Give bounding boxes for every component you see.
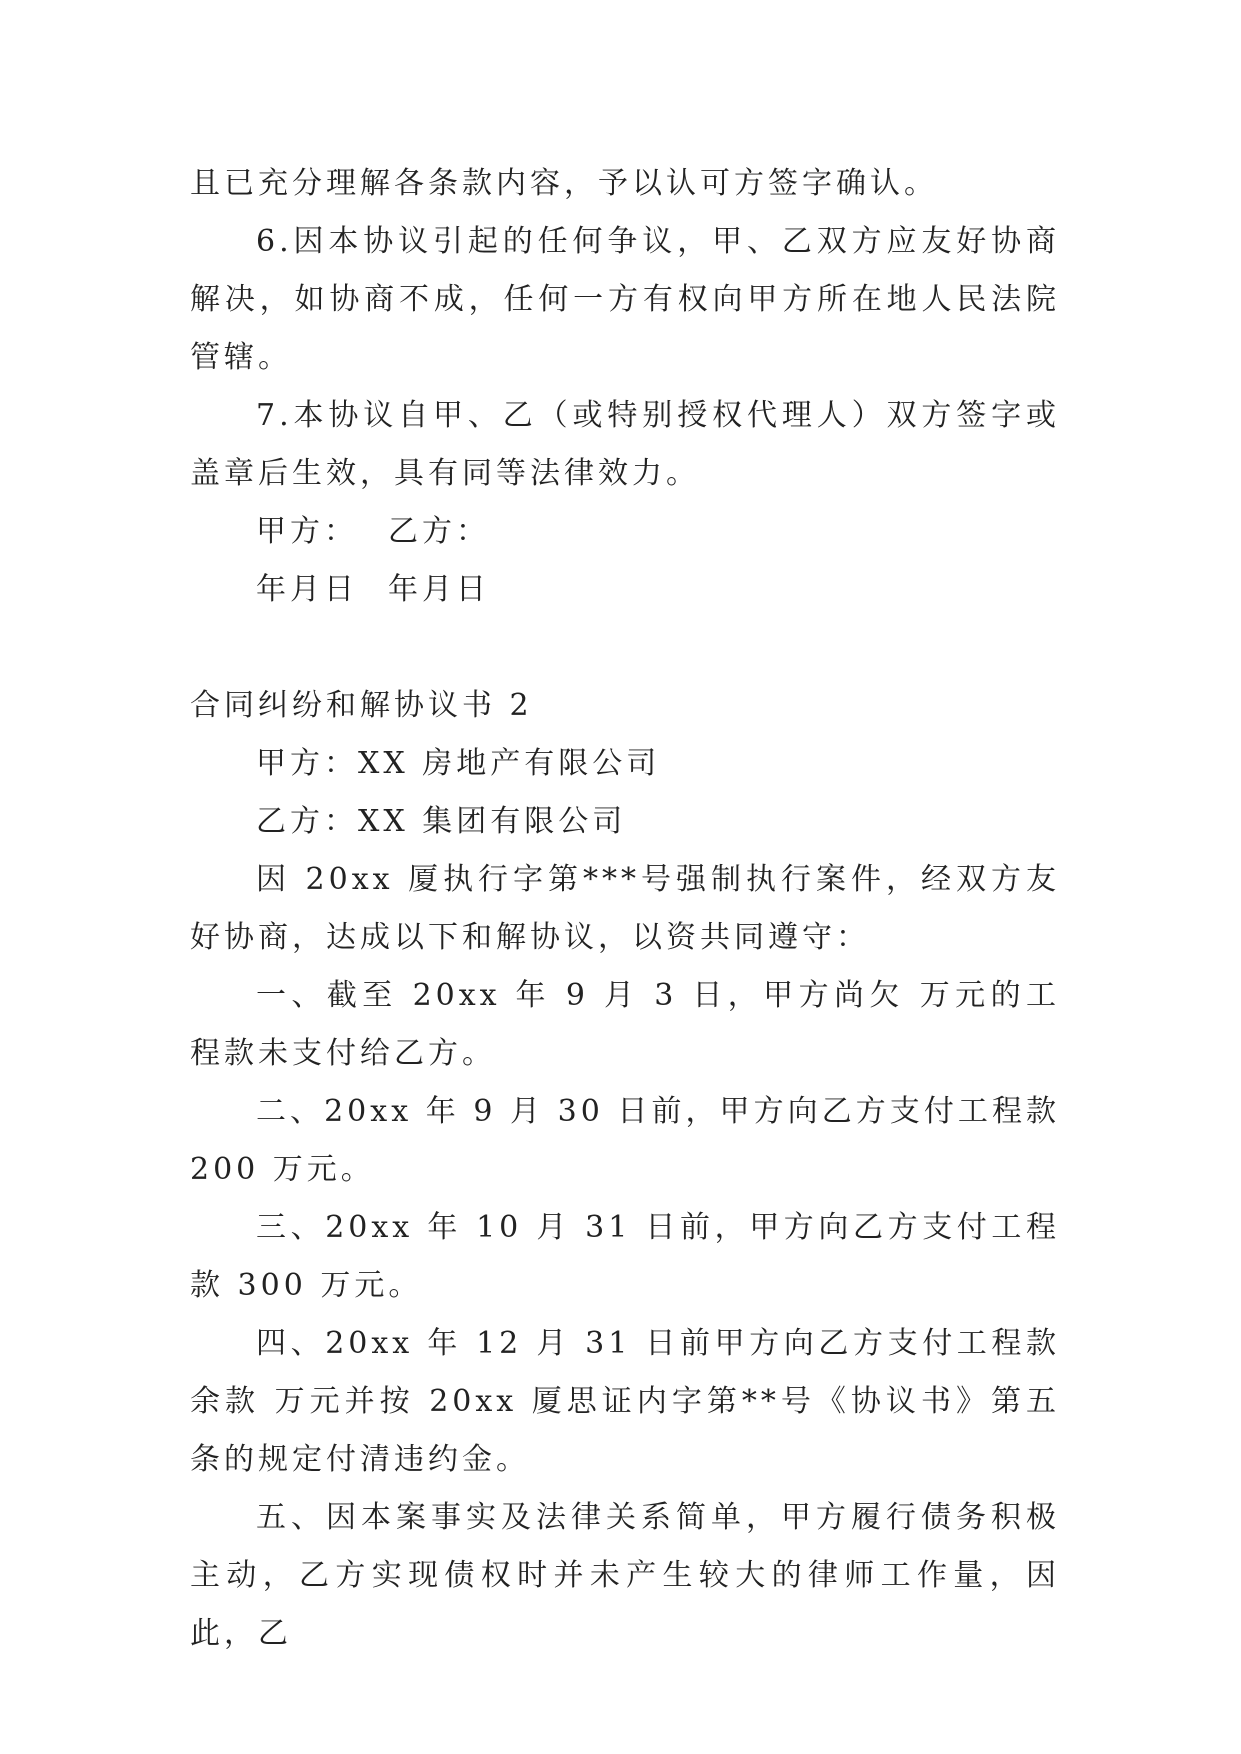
- signature-party-a: 甲方：: [256, 514, 358, 549]
- item-2: 二、20xx 年 9 月 30 日前，甲方向乙方支付工程款 200 万元。: [190, 1094, 1060, 1187]
- date-party-a: 年月日: [256, 572, 358, 607]
- date-party-b: 年月日: [388, 572, 490, 607]
- section-title: 合同纠纷和解协议书 2: [190, 688, 533, 723]
- paragraph-continuation: 且已充分理解各条款内容，予以认可方签字确认。: [190, 166, 938, 201]
- signature-party-b: 乙方：: [388, 514, 490, 549]
- document-body: [190, 155, 1060, 1663]
- clause-7: 7.本协议自甲、乙（或特别授权代理人）双方签字或盖章后生效，具有同等法律效力。: [190, 398, 1060, 491]
- section-party-a: 甲方：XX 房地产有限公司: [256, 746, 661, 781]
- item-5: 五、因本案事实及法律关系简单，甲方履行债务积极主动，乙方实现债权时并未产生较大的律师工作量，因此，乙: [190, 1500, 1060, 1651]
- clause-6: 6.因本协议引起的任何争议，甲、乙双方应友好协商解决，如协商不成，任何一方有权向甲方所在地人民法院管辖。: [190, 224, 1060, 375]
- section-intro: 因 20xx 厦执行字第***号强制执行案件，经双方友好协商，达成以下和解协议，以资共同遵守：: [190, 862, 1060, 955]
- signature-line: [190, 503, 1060, 561]
- section-party-b: 乙方：XX 集团有限公司: [256, 804, 627, 839]
- item-1: 一、截至 20xx 年 9 月 3 日，甲方尚欠 万元的工程款未支付给乙方。: [190, 978, 1060, 1071]
- date-line: [190, 561, 1060, 619]
- item-4: 四、20xx 年 12 月 31 日前甲方向乙方支付工程款余款 万元并按 20xx 厦思证内字第**号《协议书》第五条的规定付清违约金。: [190, 1326, 1060, 1477]
- item-3: 三、20xx 年 10 月 31 日前，甲方向乙方支付工程款 300 万元。: [190, 1210, 1060, 1303]
